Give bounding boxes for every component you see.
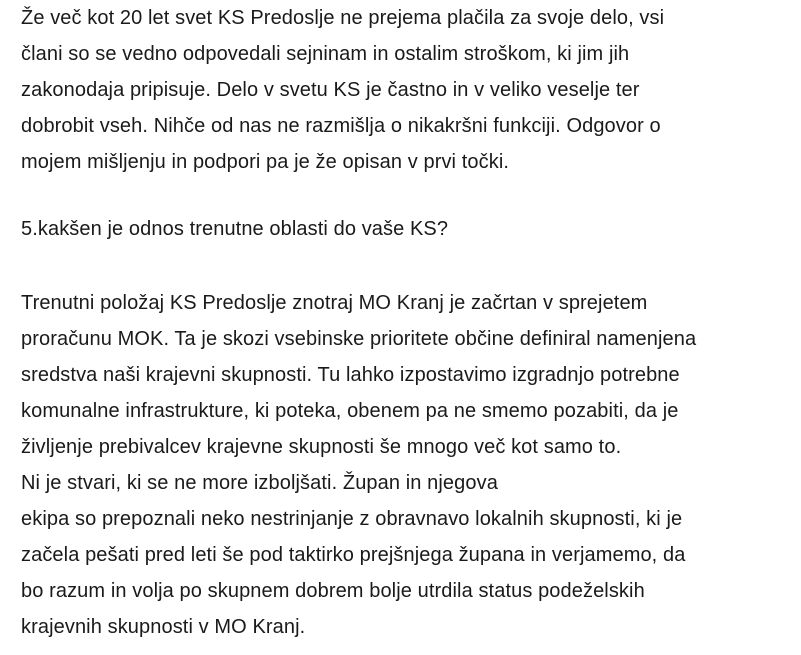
text-line: Trenutni položaj KS Predoslje znotraj MO Kranj je začrtan v sprejetem: [21, 292, 648, 314]
question-heading-5: [21, 211, 448, 247]
text-line: sredstva naši krajevni skupnosti. Tu lahko izpostavimo izgradnjo potrebne: [21, 364, 680, 386]
text-line: začela pešati pred leti še pod taktirko prejšnjega župana in verjamemo, da: [21, 544, 686, 566]
answer-paragraph-5: [21, 285, 696, 645]
text-line: Ni je stvari, ki se ne more izboljšati. Župan in njegova: [21, 472, 498, 494]
text-line: proračunu MOK. Ta je skozi vsebinske prioritete občine definiral namenjena: [21, 328, 697, 350]
text-line: komunalne infrastrukture, ki poteka, obenem pa ne smemo pozabiti, da je: [21, 400, 679, 422]
text-line: mojem mišljenju in podpori pa je že opisan v prvi točki.: [21, 151, 510, 173]
text-line: Že več kot 20 let svet KS Predoslje ne prejema plačila za svoje delo, vsi: [21, 7, 665, 29]
text-line: člani so se vedno odpovedali sejninam in ostalim stroškom, ki jim jih: [21, 43, 630, 65]
text-line: dobrobit vseh. Nihče od nas ne razmišlja o nikakršni funkciji. Odgovor o: [21, 115, 661, 137]
text-line: bo razum in volja po skupnem dobrem bolje utrdila status podeželskih: [21, 580, 645, 602]
text-line: ekipa so prepoznali neko nestrinjanje z obravnavo lokalnih skupnosti, ki je: [21, 508, 683, 530]
text-line: življenje prebivalcev krajevne skupnosti še mnogo več kot samo to.: [21, 436, 622, 458]
text-line: zakonodaja pripisuje. Delo v svetu KS je častno in v veliko veselje ter: [21, 79, 640, 101]
question-text: 5.kakšen je odnos trenutne oblasti do vaše KS?: [21, 218, 449, 240]
answer-paragraph-4: [21, 0, 664, 180]
text-line: krajevnih skupnosti v MO Kranj.: [21, 616, 306, 638]
